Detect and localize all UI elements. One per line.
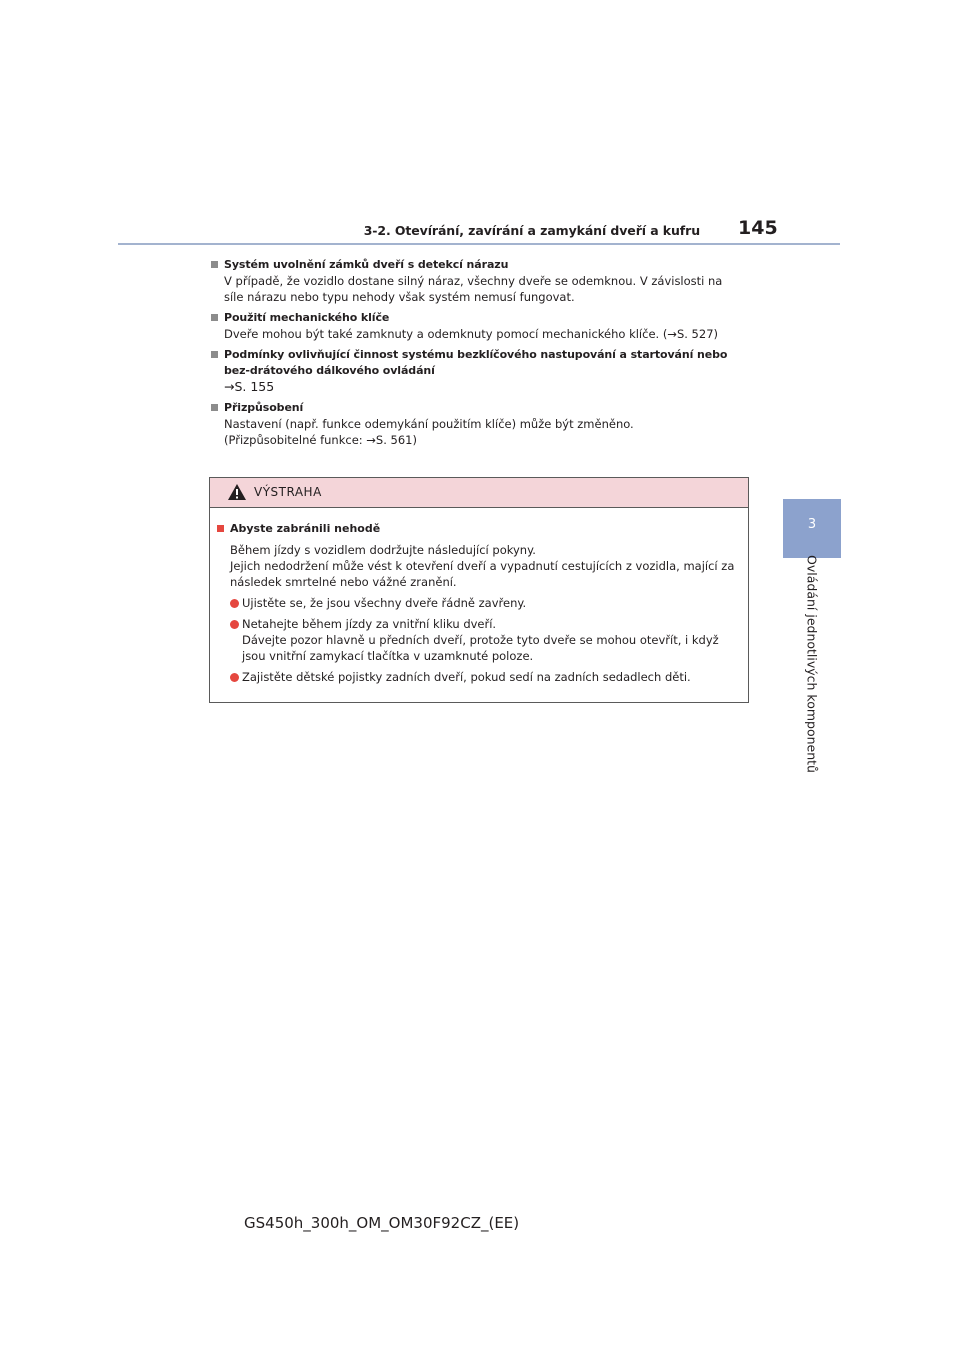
section-crash-unlock [210,257,755,305]
body-line: Jejich nedodržení může vést k otevření dveří a vypadnutí cestujících z vozidla, mající za [230,559,735,573]
page-number: 145 [738,217,778,239]
document-code: GS450h_300h_OM_OM30F92CZ_(EE) [244,1214,520,1232]
body-line: síle nárazu nebo typu nehody však systém nemusí fungovat. [224,290,575,304]
warning-intro [216,542,746,590]
chapter-number: 3 [807,517,817,532]
warning-heading-text: Abyste zabránili nehodě [230,522,381,535]
warning-bullet [216,669,746,685]
warning-header [210,478,748,508]
chapter-tab [783,499,841,558]
section-heading-text: Použití mechanického klíče [224,311,390,324]
page-reference-link[interactable]: →S. 155 [224,379,275,394]
square-bullet-icon [211,351,218,358]
bullet-line: Zajistěte dětské pojistky zadních dveří, pokud sedí na zadních sedadlech děti. [242,670,691,684]
section-body [210,273,755,305]
circle-bullet-icon [230,620,239,629]
body-line: V případě, že vozidlo dostane silný náraz, všechny dveře se odemknou. V závislosti na [224,274,723,288]
body-line: Dveře mohou být také zamknuty a odemknuty pomocí mechanického klíče. (→S. 527) [224,327,718,341]
warning-bullet [216,616,746,664]
section-body [210,379,755,395]
bullet-line: Netahejte během jízdy za vnitřní kliku dveří. [242,617,497,631]
section-heading [210,347,755,379]
section-customization [210,400,755,448]
square-bullet-icon [211,404,218,411]
section-keyless-conditions [210,347,755,395]
body-line: následek smrtelné nebo vážné zranění. [230,575,457,589]
warning-bullet [216,595,746,611]
chapter-title: Ovládání jednotlivých komponentů [804,555,820,773]
body-line: (Přizpůsobitelné funkce: →S. 561) [224,433,417,447]
warning-body [216,521,746,685]
section-heading [210,257,755,273]
main-content [210,257,755,453]
section-body [210,416,755,448]
section-heading [210,310,755,326]
section-heading-text: Podmínky ovlivňující činnost systému bezklíčového nastupování a startování nebo bez-drátového dálkového ovládání [224,348,728,377]
square-bullet-icon [211,314,218,321]
square-bullet-icon [217,525,224,532]
warning-box [209,477,749,703]
header-title: 3-2. Otevírání, zavírání a zamykání dveří a kufru [363,223,700,238]
warning-heading [216,521,746,537]
bullet-line: Ujistěte se, že jsou všechny dveře řádně zavřeny. [242,596,527,610]
header-divider [118,243,840,245]
section-body [210,326,755,342]
section-heading [210,400,755,416]
section-mechanical-key [210,310,755,342]
circle-bullet-icon [230,599,239,608]
body-line: Nastavení (např. funkce odemykání použitím klíče) může být změněno. [224,417,634,431]
circle-bullet-icon [230,673,239,682]
body-line: Během jízdy s vozidlem dodržujte následující pokyny. [230,543,536,557]
square-bullet-icon [211,261,218,268]
warning-title: VÝSTRAHA [254,485,322,499]
bullet-line: jsou vnitřní zamykací tlačítka v uzamknuté poloze. [242,649,534,663]
warning-triangle-icon [227,483,247,501]
section-heading-text: Přizpůsobení [224,401,304,414]
section-heading-text: Systém uvolnění zámků dveří s detekcí nárazu [224,258,509,271]
bullet-line: Dávejte pozor hlavně u předních dveří, protože tyto dveře se mohou otevřít, i když [242,633,719,647]
